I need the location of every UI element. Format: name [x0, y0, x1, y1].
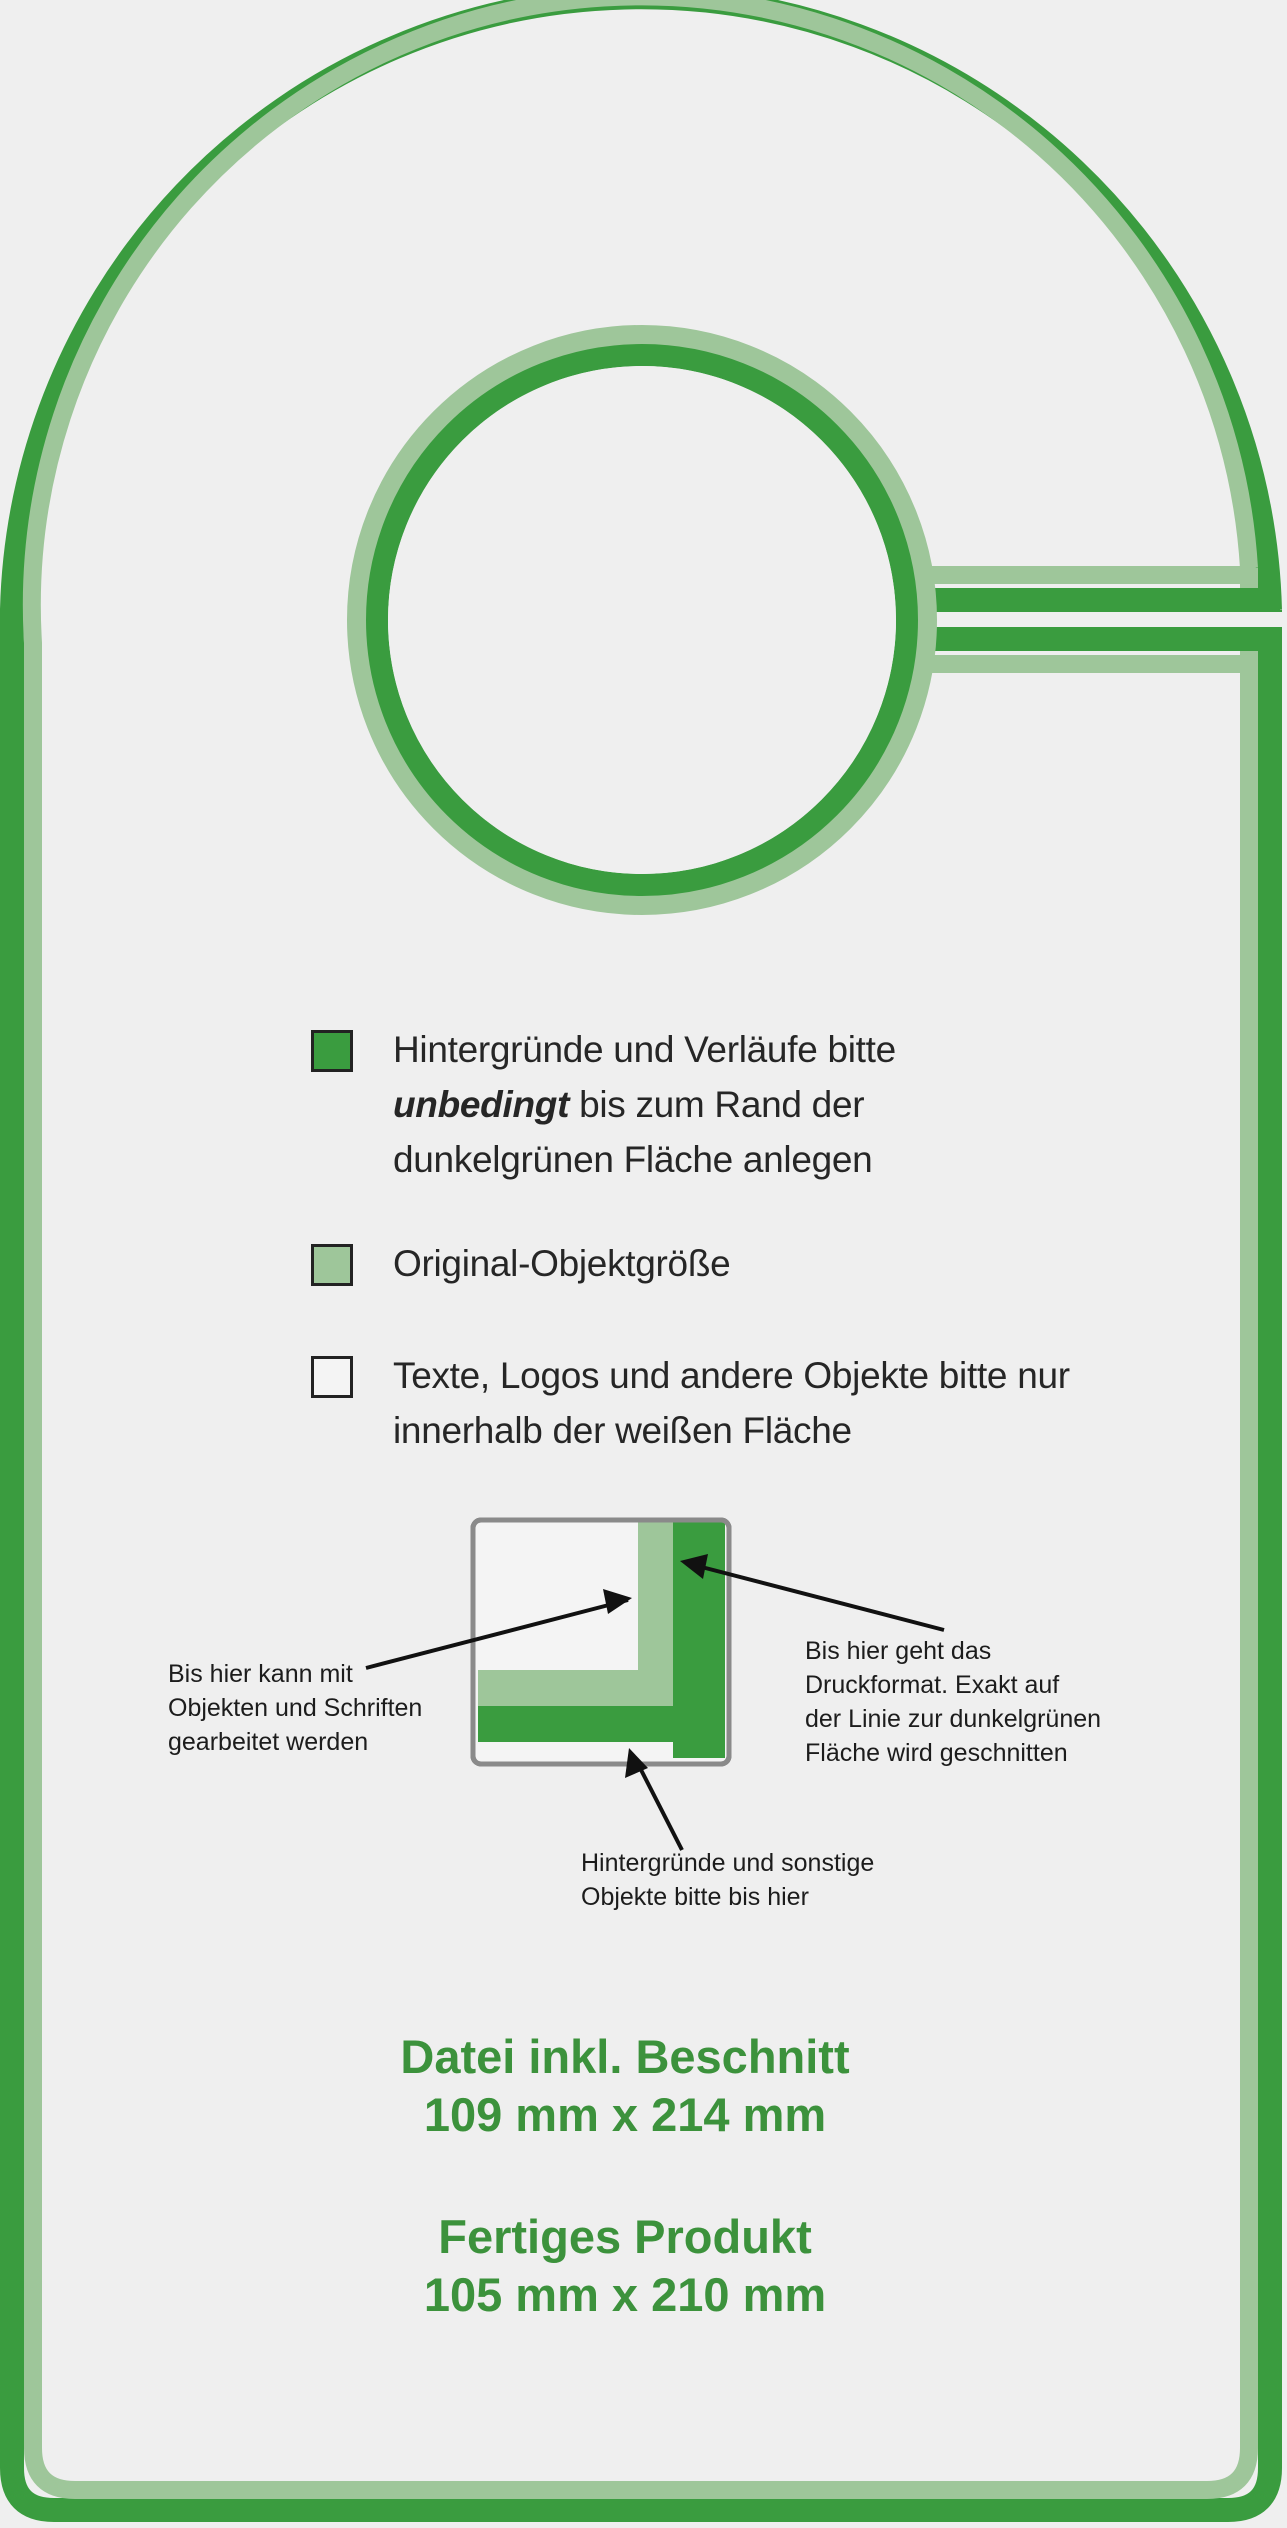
corner-detail-diagram: [473, 1520, 729, 1764]
legend-safe-area-line2: innerhalb der weißen Fläche: [393, 1410, 852, 1451]
legend-item-bleed: [311, 1022, 896, 1187]
legend-bleed-line3: dunkelgrünen Fläche anlegen: [393, 1139, 873, 1180]
file-size: 109 mm x 214 mm: [423, 2088, 827, 2141]
legend-item-object-size: [311, 1236, 730, 1291]
slit-light-top: [930, 566, 1255, 584]
note-bleed: Hintergründe und sonstige Objekte bitte bis hier: [581, 1849, 875, 1911]
legend-bleed-line2: bis zum Rand der: [569, 1084, 865, 1125]
legend-item-safe-area: [311, 1348, 1070, 1458]
hole: [388, 366, 896, 874]
light-green-swatch: [311, 1244, 353, 1286]
legend-safe-area-line1: Texte, Logos und andere Objekte bitte nur: [393, 1355, 1070, 1396]
white-swatch: [311, 1356, 353, 1398]
legend-bleed-line1: Hintergründe und Verläufe bitte: [393, 1029, 896, 1070]
file-title: Datei inkl. Beschnitt: [400, 2030, 850, 2083]
legend-object-size-text: Original-Objektgröße: [393, 1243, 731, 1284]
slit-dark-top: [900, 588, 1280, 612]
dark-green-swatch: [311, 1030, 353, 1072]
legend-bleed-emphasis: unbedingt: [393, 1084, 570, 1125]
note-safe-area: Bis hier kann mit Objekten und Schriften gearbeitet werden: [168, 1660, 423, 1756]
slit-dark-bottom: [900, 627, 1280, 651]
product-size: 105 mm x 210 mm: [423, 2268, 827, 2321]
slit-gap: [895, 612, 1287, 627]
arrow-bottom: [636, 1760, 682, 1850]
product-title: Fertiges Produkt: [438, 2210, 812, 2263]
note-trim-line: Bis hier geht das Druckformat. Exakt auf der Linie zur dunkelgrünen Fläche wird geschnitten: [805, 1637, 1102, 1767]
slit-light-bottom: [930, 655, 1255, 673]
